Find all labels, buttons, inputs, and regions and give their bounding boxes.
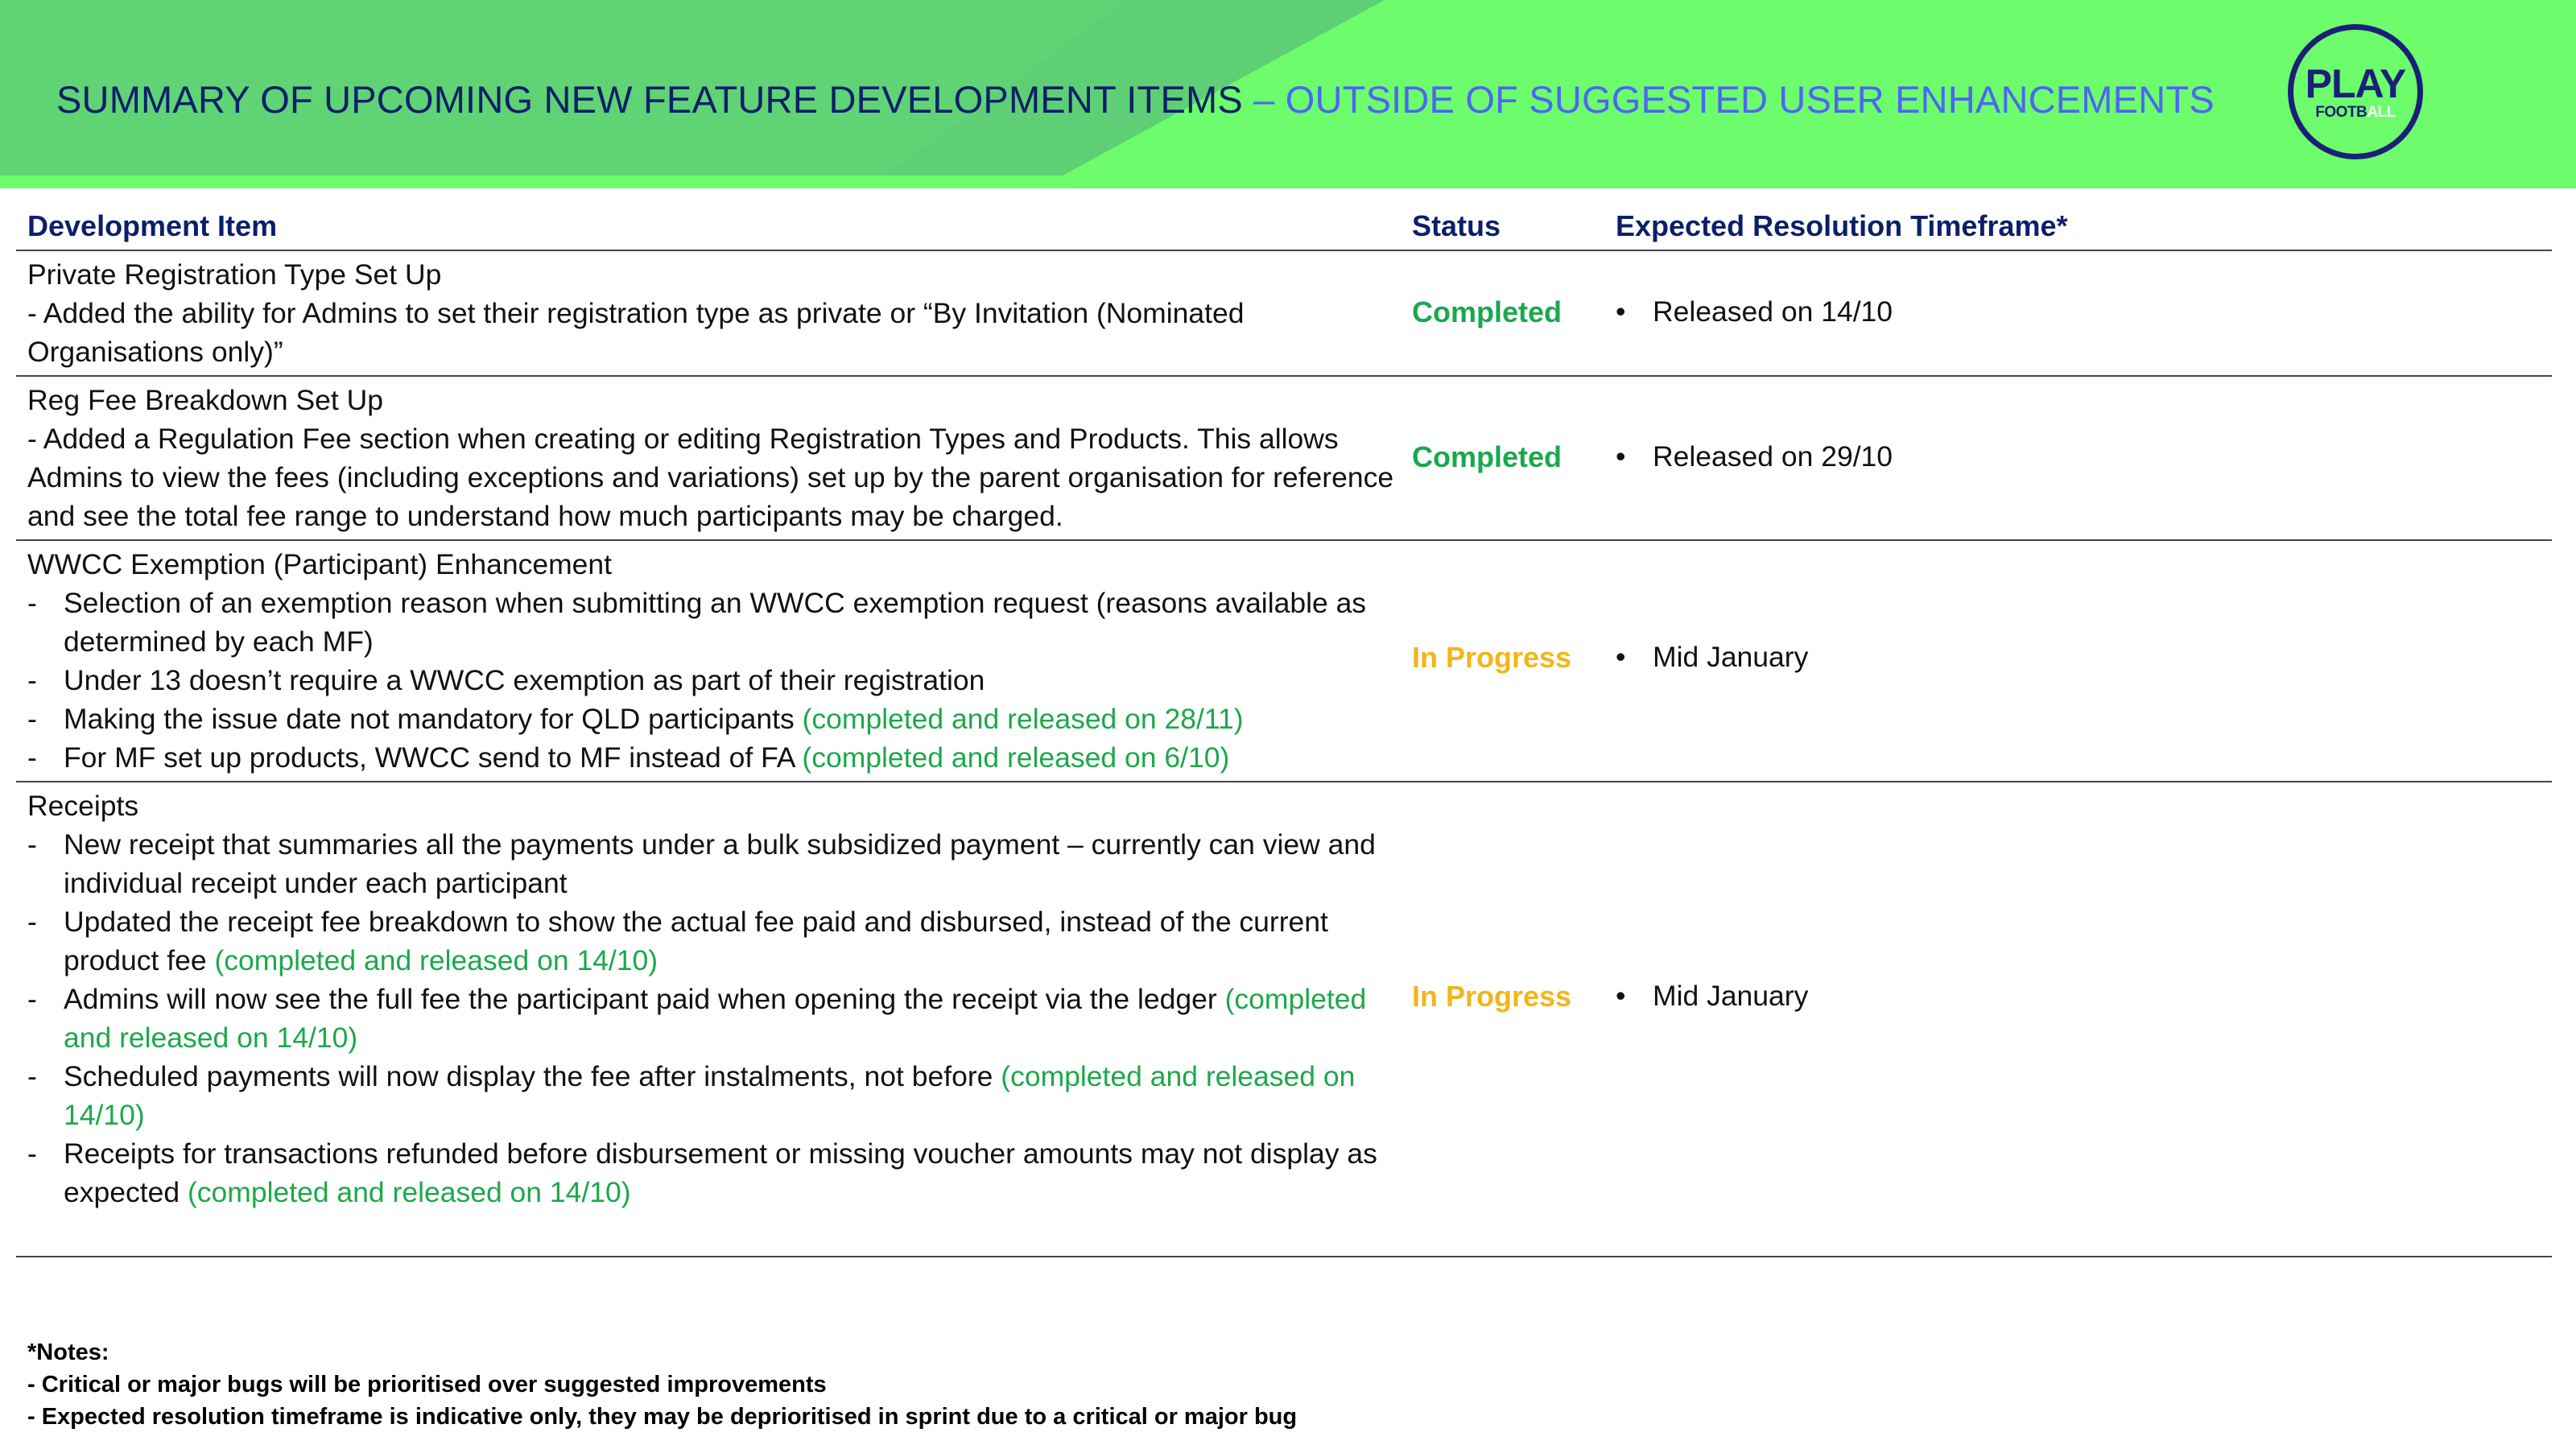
- logo-football-b: ALL: [2367, 104, 2396, 121]
- list-item-text: Receipts for transactions refunded before disbursement or missing voucher amounts may not display as expected: [64, 1137, 1377, 1208]
- status-badge: Completed: [1412, 295, 1563, 328]
- completion-note: (completed and released on 14/10): [187, 1176, 631, 1208]
- column-header-timeframe: Expected Resolution Timeframe*: [1616, 209, 2068, 242]
- note-line: - Critical or major bugs will be prioritised over suggested improvements: [27, 1372, 827, 1397]
- timeframe-text: Released on 14/10: [1653, 295, 1893, 328]
- list-item: [27, 902, 1404, 980]
- status-badge: In Progress: [1412, 980, 1572, 1013]
- table-row: [16, 251, 2552, 377]
- dash-marker: -: [27, 703, 37, 735]
- list-item: [27, 584, 1404, 661]
- bullet-icon: •: [1616, 980, 1626, 1012]
- development-item-cell: [27, 545, 1404, 777]
- status-badge: In Progress: [1412, 641, 1572, 674]
- timeframe-cell: [1616, 641, 1808, 674]
- list-item-text: Selection of an exemption reason when submitting an WWCC exemption request (reasons available as determined by each MF): [64, 587, 1367, 658]
- development-items-table: [16, 200, 2552, 1257]
- list-item: [27, 1057, 1404, 1134]
- note-line: - Expected resolution timeframe is indicative only, they may be deprioritised in sprint due to a critical or major bug: [27, 1404, 1298, 1430]
- completion-note: (completed and released on 28/11): [802, 703, 1244, 735]
- table-row: [16, 541, 2552, 782]
- timeframe-text: Released on 29/10: [1653, 440, 1893, 473]
- list-item: [27, 738, 1404, 777]
- list-item: [27, 1134, 1404, 1212]
- notes-heading: *Notes:: [27, 1340, 109, 1365]
- logo-football-text: [2293, 104, 2417, 122]
- dash-marker: -: [27, 587, 37, 619]
- column-header-development-item: Development Item: [27, 209, 278, 242]
- development-item-cell: [27, 255, 1404, 371]
- item-title: Receipts: [27, 790, 139, 822]
- play-football-logo: [2288, 24, 2423, 159]
- timeframe-cell: [1616, 440, 1893, 473]
- page-title-sub: – OUTSIDE OF SUGGESTED USER ENHANCEMENTS: [1242, 78, 2215, 121]
- table-row: [16, 782, 2552, 1257]
- status-badge: Completed: [1412, 440, 1563, 473]
- list-item-text: Scheduled payments will now display the fee after instalments, not before: [64, 1060, 1001, 1092]
- page-title-main: SUMMARY OF UPCOMING NEW FEATURE DEVELOPMENT ITEMS: [56, 78, 1243, 121]
- list-item-text: Admins will now see the full fee the participant paid when opening the receipt via the ledger: [64, 983, 1225, 1015]
- dash-marker: -: [27, 741, 37, 774]
- item-title: Private Registration Type Set Up: [27, 258, 442, 291]
- header-banner: [0, 0, 2576, 188]
- completion-note: (completed and released on 14/10): [64, 983, 1367, 1054]
- timeframe-text: Mid January: [1653, 980, 1809, 1012]
- timeframe-cell: [1616, 980, 1808, 1013]
- timeframe-text: Mid January: [1653, 641, 1809, 673]
- development-item-cell: [27, 381, 1404, 535]
- bullet-icon: •: [1616, 641, 1626, 673]
- dash-marker: -: [27, 1137, 37, 1170]
- completion-note: (completed and released on 6/10): [802, 741, 1230, 774]
- item-title: WWCC Exemption (Participant) Enhancement: [27, 548, 613, 580]
- column-header-status: Status: [1412, 209, 1501, 242]
- list-item: [27, 980, 1404, 1057]
- list-item-text: New receipt that summaries all the payments under a bulk subsidized payment – currently can view and individual receipt under each participant: [64, 828, 1376, 899]
- list-item: [27, 825, 1404, 902]
- table-row: [16, 377, 2552, 541]
- list-item-text: Making the issue date not mandatory for QLD participants: [64, 703, 803, 735]
- page-title: [56, 77, 2215, 122]
- dash-marker: -: [27, 1060, 37, 1092]
- list-item: [27, 661, 1404, 700]
- notes-section: [27, 1336, 1297, 1433]
- item-title: Reg Fee Breakdown Set Up: [27, 384, 384, 416]
- bullet-icon: •: [1616, 440, 1626, 473]
- completion-note: (completed and released on 14/10): [214, 944, 658, 976]
- list-item-text: Updated the receipt fee breakdown to show the actual fee paid and disbursed, instead of the current product fee: [64, 906, 1328, 976]
- list-item-text: Under 13 doesn’t require a WWCC exemption as part of their registration: [64, 664, 985, 696]
- development-item-cell: [27, 786, 1404, 1212]
- dash-marker: -: [27, 828, 37, 861]
- dash-marker: -: [27, 983, 37, 1015]
- bullet-icon: •: [1616, 295, 1626, 328]
- table-header: [16, 200, 2552, 251]
- list-item-text: For MF set up products, WWCC send to MF instead of FA: [64, 741, 803, 774]
- timeframe-cell: [1616, 295, 1893, 328]
- item-description: - Added a Regulation Fee section when creating or editing Registration Types and Products. This allows Admins to view the fees (including exceptions and variations) set up by the parent organisation for reference and see the total fee range to understand how much participants may be charged.: [27, 423, 1394, 532]
- list-item: [27, 700, 1404, 738]
- dash-marker: -: [27, 664, 37, 696]
- dash-marker: -: [27, 906, 37, 938]
- logo-play-text: PLAY: [2305, 61, 2406, 106]
- item-description: - Added the ability for Admins to set their registration type as private or “By Invitation (Nominated Organisations only)”: [27, 297, 1245, 368]
- logo-football-a: FOOTB: [2315, 104, 2368, 121]
- completion-note: (completed and released on 14/10): [64, 1060, 1356, 1131]
